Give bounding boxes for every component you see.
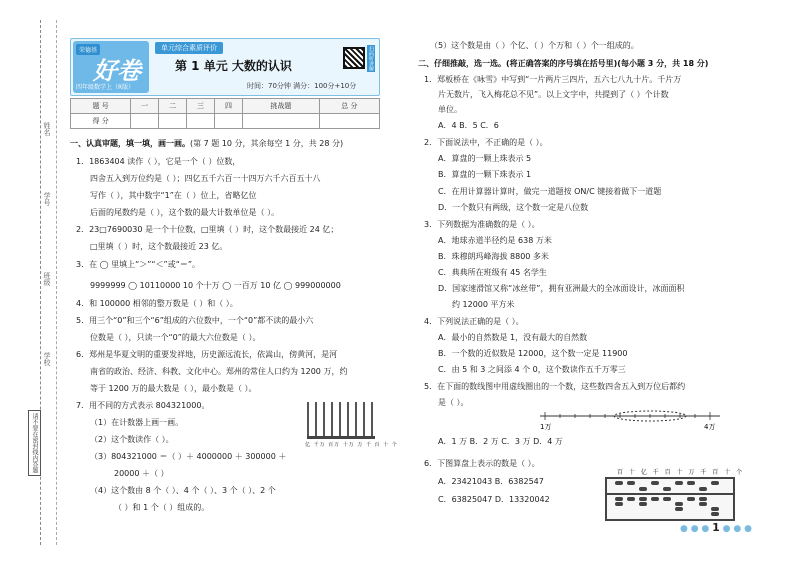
choice-line: A．最小的自然数是 1，没有最大的自然数 [438, 333, 588, 342]
question-line: 3．下列数据为准确数的是（ ）。 [424, 220, 540, 229]
suanpan-beads [607, 479, 733, 519]
abacus-rod[interactable] [363, 402, 365, 438]
section-1-heading [70, 138, 343, 149]
page-number-value: 1 [712, 521, 720, 534]
question-line: （ ）和 1 个（ ）组成的。 [114, 503, 210, 512]
score-cell: 四 [215, 99, 243, 114]
series-label: 四年级数学上（R版） [76, 84, 135, 91]
qr-code-icon[interactable] [343, 47, 365, 69]
section-1-note: (第 7 题 10 分，其余每空 1 分，共 28 分) [190, 139, 344, 148]
score-cell: 总 分 [319, 99, 379, 114]
logo-text: 好卷 [93, 56, 141, 85]
abacus-rod[interactable] [331, 402, 333, 438]
abacus-rod[interactable] [371, 402, 373, 438]
section-1-title: 一、认真审题，填一填，画一画。 [70, 139, 190, 148]
question-line: □里填（ ）时，这个数最接近 23 亿。 [90, 242, 228, 251]
abacus-place-labels: 亿 千万 百万 十万 万 千 百 十 个 [305, 442, 398, 448]
exam-meta: 时间：70分钟 满分：100分+10分 [247, 82, 357, 90]
question-line: （5）这个数是由（ ）个亿、（ ）个万和（ ）个一组成的。 [430, 41, 639, 50]
choice-line: D．国家速滑馆又称“冰丝带”，拥有亚洲最大的全冰面设计，冰面面积 [438, 284, 685, 293]
choice-line: D．一个数只有两级，这个数一定是八位数 [438, 203, 589, 212]
choice-line: C．在用计算器计算时，做完一道题按 ON/C 键接着做下一道题 [438, 187, 662, 196]
choice-line: 约 12000 平方米 [452, 300, 515, 309]
score-row-headers [71, 99, 380, 114]
question-line: 四舍五入到万位约是（ ）；四亿五千六百一十四万六千六百五十八 [90, 174, 321, 183]
choice-line: B．一个数的近似数是 12000，这个数一定是 11900 [438, 349, 628, 358]
page-number: ● ● ● 1 ● ● ● [680, 521, 752, 534]
numberline-right-label: 4万 [704, 423, 716, 431]
suanpan-abacus [605, 467, 745, 523]
score-cell: 题 号 [71, 99, 131, 114]
choice-line: A．4 B．5 C．6 [438, 121, 499, 130]
question-line: 是（ ）。 [438, 398, 469, 407]
score-cell: 一 [131, 99, 159, 114]
exam-title: 第 1 单元 大数的认识 [175, 59, 292, 73]
suanpan-place-labels: 百 十 亿 千 百 十 万 千 百 十 个 [617, 469, 745, 476]
choice-line: B．珠穆朗玛峰海拔 8800 多米 [438, 252, 549, 261]
question-line: 5．在下面的数线图中用虚线圈出的一个数，这些数四舍五入到万位后都约 [424, 382, 686, 391]
suanpan-frame [605, 477, 735, 521]
brand-badge: 荣德基 [76, 44, 100, 55]
score-input[interactable] [319, 114, 379, 129]
section-2-heading: 二、仔细推敲，选一选。(将正确答案的序号填在括号里)(每小题 3 分，共 18 分) [418, 59, 709, 68]
score-row-values [71, 114, 380, 129]
question-line: 后面的尾数约是（ ），这个数的最大计数单位是（ ）。 [90, 208, 280, 217]
choice-line: C．63825047 D．13320042 [438, 495, 550, 504]
score-input[interactable] [159, 114, 187, 129]
class-label: 班级 [43, 272, 51, 286]
question-line: （4）这个数由 8 个（ ）、4 个（ ）、3 个（ ）、2 个 [90, 486, 276, 495]
abacus-rod[interactable] [307, 402, 309, 438]
question-line: （2）这个数读作（ ）。 [90, 435, 174, 444]
question-line: 1．1863404 读作（ ），它是一个（ ）位数， [76, 157, 241, 166]
abacus-rod[interactable] [315, 402, 317, 438]
question-line: （1）在计数器上画一画。 [90, 418, 184, 427]
score-input[interactable] [215, 114, 243, 129]
choice-line: A．算盘的一颗上珠表示 5 [438, 154, 532, 163]
question-line: 3．在 ◯ 里填上“＞”“＜”或“＝”。 [76, 260, 200, 269]
assessment-tag: 单元综合素质评价 [155, 42, 223, 54]
id-label: 学号 [43, 192, 51, 206]
question-line: 5．用三个“0”和三个“6”组成的六位数中，一个“0”都不读的最小六 [76, 316, 314, 325]
seal-line-inner [56, 20, 57, 545]
question-line: 2．23□7690030 是一个十位数，□里填（ ）时，这个数最接近 24 亿； [76, 225, 339, 234]
choice-line: A．地球赤道半径约是 638 万米 [438, 236, 552, 245]
name-label: 姓名 [43, 122, 51, 136]
question-line: 9999999 ◯ 10110000 10 个十万 ◯ 一百万 10 亿 ◯ 999000000 [90, 281, 341, 290]
question-line: 6．下图算盘上表示的数是（ ）。 [424, 459, 540, 468]
abacus-rod[interactable] [323, 402, 325, 438]
choice-line: C．由 5 和 3 之间添 4 个 0，这个数读作五千万零三 [438, 365, 626, 374]
question-line: 4．下列说法正确的是（ ）。 [424, 317, 524, 326]
question-line: 片无数片，飞入梅花总不见”。以上文字中，共提到了（ ）个计数 [438, 90, 669, 99]
question-line: 4．和 100000 相邻的整万数是（ ）和（ ）。 [76, 299, 238, 308]
score-input[interactable] [131, 114, 159, 129]
abacus-rod[interactable] [339, 402, 341, 438]
score-input[interactable] [242, 114, 319, 129]
score-cell: 挑战题 [242, 99, 319, 114]
binding-strip [0, 0, 60, 561]
question-line: 20000 ＋（ ） [114, 469, 169, 478]
brand-logo [73, 41, 149, 93]
counting-frame[interactable] [305, 398, 398, 452]
score-cell: 三 [187, 99, 215, 114]
exam-header [70, 38, 380, 96]
question-line: 写作（ ），其中数字“1”在（ ）位上，省略亿位 [90, 191, 257, 200]
score-input[interactable] [187, 114, 215, 129]
score-cell: 得 分 [71, 114, 131, 129]
numberline-left-label: 1万 [540, 423, 552, 431]
qr-caption: 扫码听讲解 [368, 46, 374, 71]
seal-warning: 请不要在密封线内答题 [28, 410, 41, 476]
question-line: 7．用不同的方式表示 804321000。 [76, 401, 210, 410]
school-label: 学校 [43, 352, 51, 366]
question-line: 6．郑州是华夏文明的重要发祥地，历史源远流长，依嵩山，傍黄河，是河 [76, 350, 338, 359]
choice-line: C．典典所在班级有 45 名学生 [438, 268, 547, 277]
score-table [70, 98, 380, 129]
question-line: 等于 1200 万的最大数是（ ），最小数是（ ）。 [90, 384, 257, 393]
score-cell: 二 [159, 99, 187, 114]
choice-line: B．算盘的一颗下珠表示 1 [438, 170, 532, 179]
question-line: 位数是（ ），只读一个“0”的最大六位数是（ ）。 [90, 333, 261, 342]
choice-line: A．1 万 B．2 万 C．3 万 D．4 万 [438, 437, 563, 446]
abacus-rod[interactable] [355, 402, 357, 438]
question-line: 单位。 [438, 105, 462, 114]
question-line: 南省的政治、经济、科教、文化中心。郑州的常住人口约为 1200 万，约 [90, 367, 348, 376]
number-line [540, 408, 720, 434]
question-line: 1．郑板桥在《咏雪》中写到“一片两片三四片，五六七八九十片。千片万 [424, 75, 682, 84]
question-line: 2．下面说法中，不正确的是（ ）。 [424, 138, 548, 147]
abacus-base [307, 436, 375, 439]
question-line: （3）804321000 ＝（ ）＋ 4000000 ＋ 300000 ＋ [90, 452, 287, 461]
abacus-rod[interactable] [347, 402, 349, 438]
choice-line: A．23421043 B．6382547 [438, 477, 544, 486]
